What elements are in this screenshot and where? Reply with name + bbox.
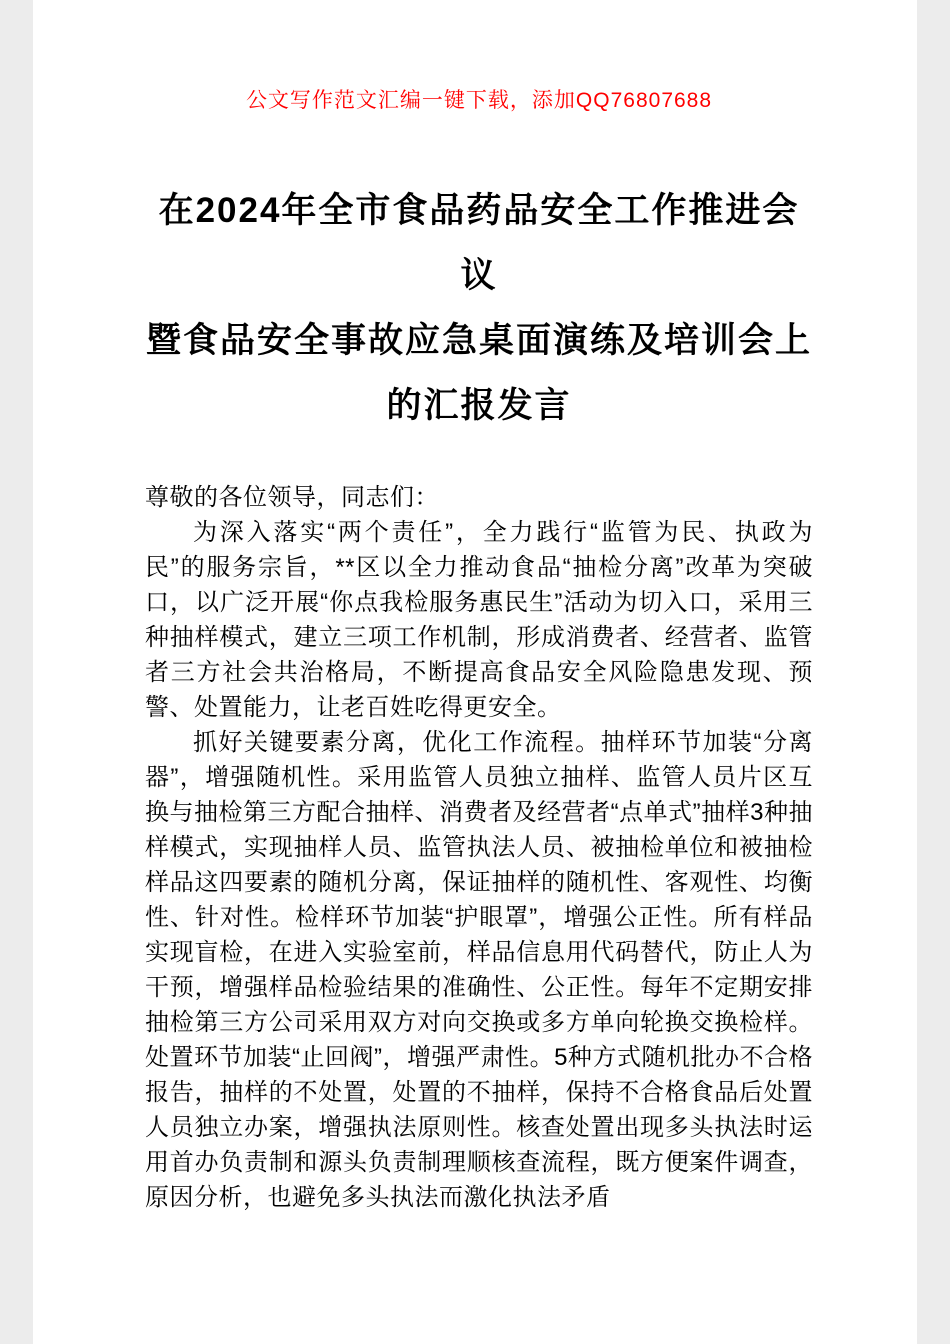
paragraph: 抓好关键要素分离，优化工作流程。抽样环节加装“分离器”，增强随机性。采用监管人员独立抽样、监管人员片区互换与抽检第三方配合抽样、消费者及经营者“点单式”抽样3种抽样模式，实现抽样人员、监管执法人员、被抽检单位和被抽检样品这四要素的随机分离，保证抽样的随机性、客观性、均衡性、针对性。检样环节加装“护眼罩”，增强公正性。所有样品实现盲检，在进入实验室前，样品信息用代码替代，防止人为干预，增强样品检验结果的准确性、公正性。每年不定期安排抽检第三方公司采用双方对向交换或多方单向轮换交换检样。处置环节加装“止回阀”，增强严肃性。5种方式随机批办不合格报告，抽样的不处置，处置的不抽样，保持不合格食品后处置人员独立办案，增强执法原则性。核查处置出现多头执法时运用首办负责制和源头负责制理顺核查流程，既方便案件调查，原因分析，也避免多头执法而激化执法矛盾 [145, 729, 813, 1211]
document-body [145, 480, 813, 1215]
document-page [33, 0, 917, 1344]
paragraph: 为深入落实“两个责任”，全力践行“监管为民、执政为民”的服务宗旨，**区以全力推动食品“抽检分离”改革为突破口，以广泛开展“你点我检服务惠民生”活动为切入口，采用三种抽样模式，建立三项工作机制，形成消费者、经营者、监管者三方社会共治格局，不断提高食品安全风险隐患发现、预警、处置能力，让老百姓吃得更安全。 [145, 519, 813, 721]
title-line: 暨食品安全事故应急桌面演练及培训会上 [145, 321, 812, 360]
header-notice: 公文写作范文汇编一键下载，添加QQ76807688 [245, 89, 713, 112]
title-line: 在2024年全市食品药品安全工作推进会议 [158, 191, 800, 295]
title-line: 的汇报发言 [386, 386, 572, 425]
document-title [145, 178, 813, 438]
salutation: 尊敬的各位领导，同志们： [145, 484, 439, 511]
